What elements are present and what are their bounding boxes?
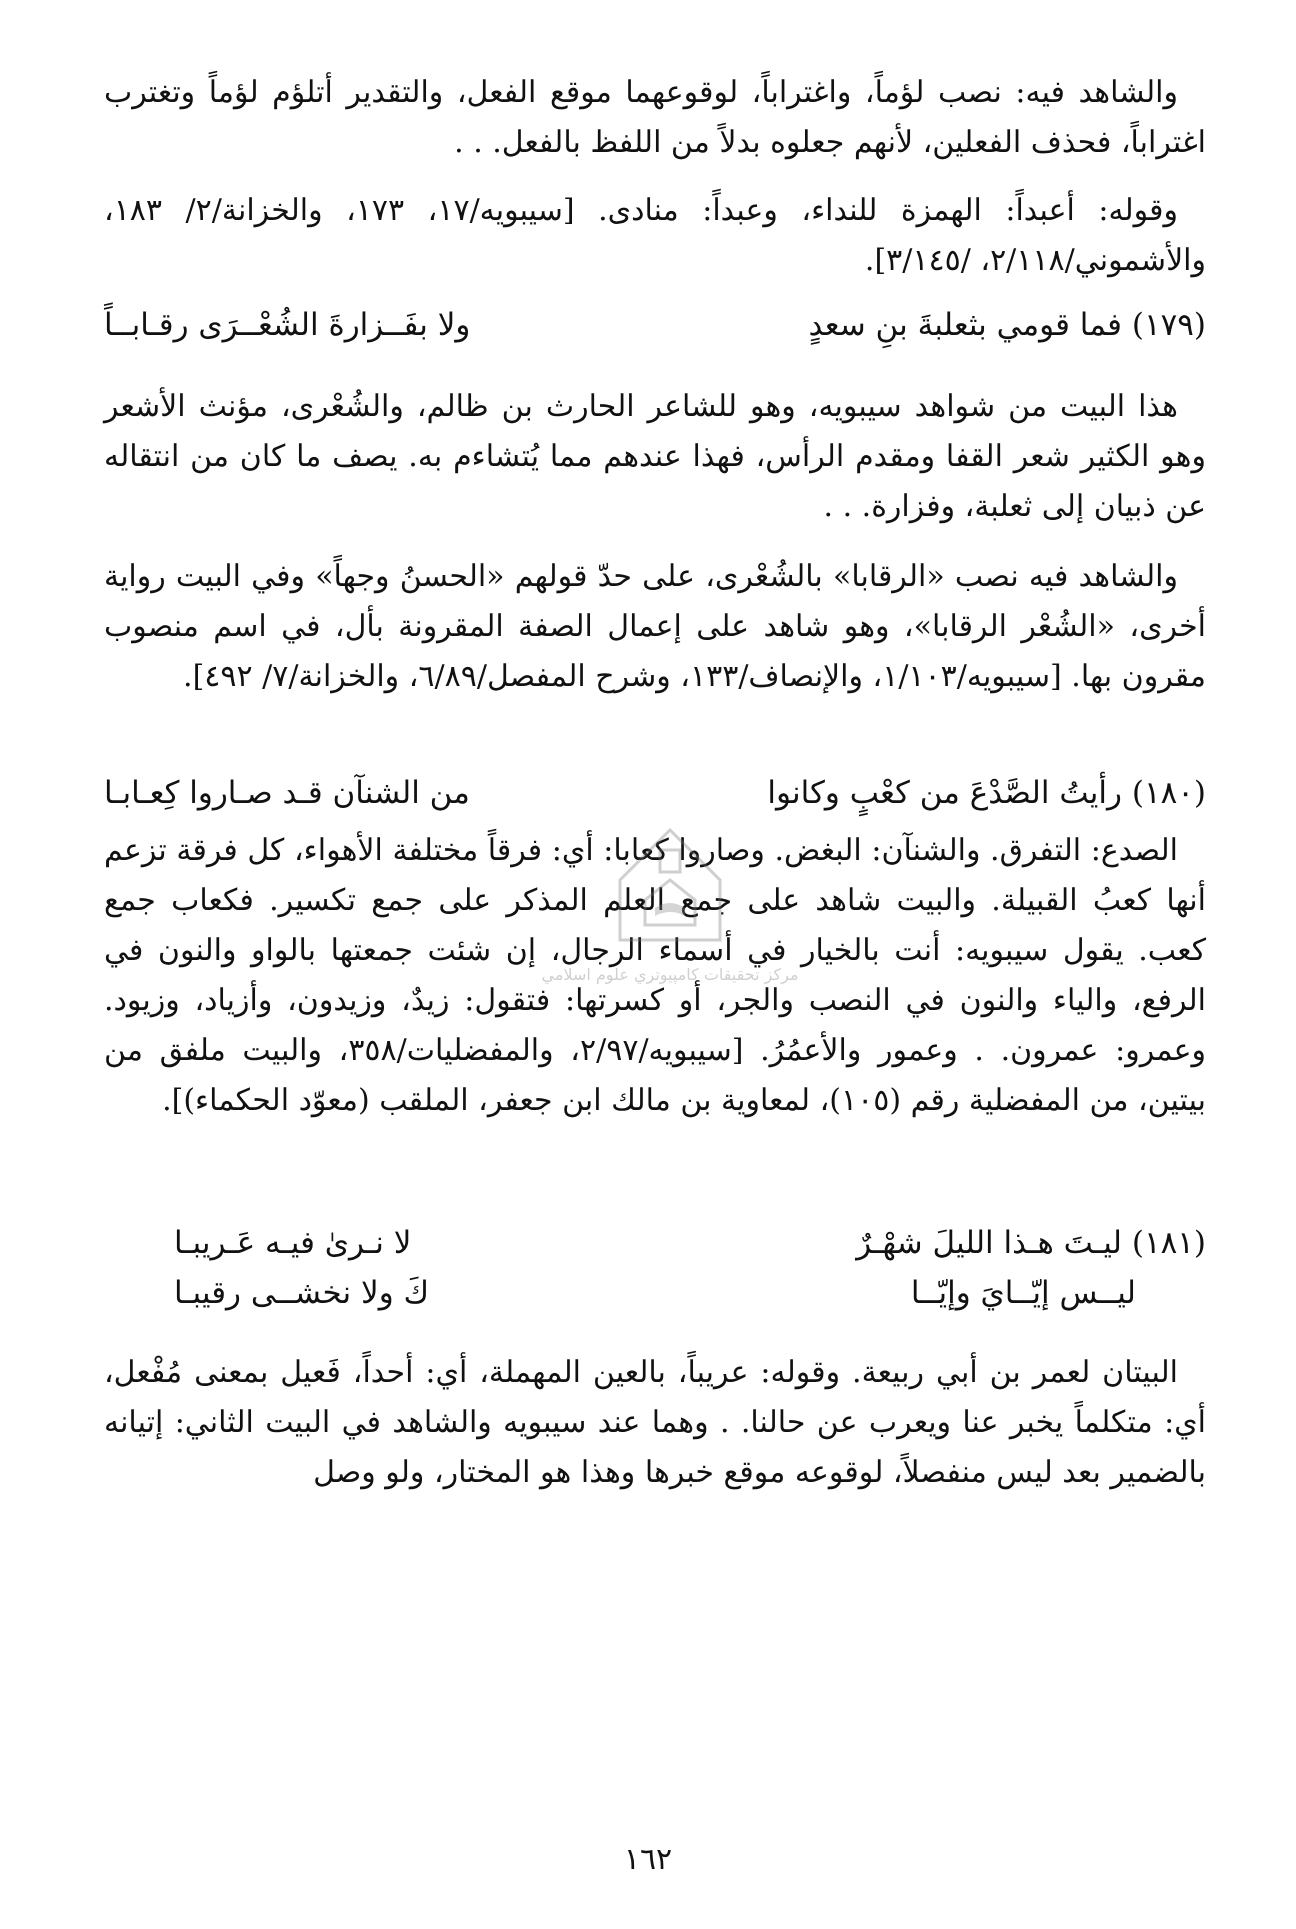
verse-181-line-2 [104,1268,1206,1318]
verse-179-first-hemistich: (١٧٩) فما قومي بثعلبةَ بنِ سعدٍ [808,307,1206,343]
verse-181-line-1-second-hemistich: لا نـرىٰ فيـه عَـريبـا [174,1225,412,1261]
verse-181-line-2-second-hemistich: كَ ولا نخشــى رقيبـا [174,1275,430,1311]
paragraph-verse-179-shahid: والشاهد فيه نصب «الرقابا» بالشُعْرى، على حدّ قولهم «الحسنُ وجهاً» وفي البيت رواية أخرى، «الشُعْر الرقابا»، وهو شاهد على إعمال الصفة المقرونة بأل، في اسم منصوب مقرون بها. [سيبويه/١/١٠٣، والإنصاف/١٣٣، وشرح المفصل/٦/٨٩، والخزانة/٧/ ٤٩٢]. [104,559,1206,694]
verse-179-second-hemistich: ولا بفَــزارةَ الشُعْــرَى رقـابــاً [104,307,471,343]
verse-181-line-2-first-hemistich: ليــس إيّــايَ وإيّــا [910,1275,1136,1311]
page-number: ١٦٢ [623,1842,673,1877]
paragraph-shahid-1: والشاهد فيه: نصب لؤماً، واغتراباً، لوقوعهما موقع الفعل، والتقدير أتلؤم لؤماً وتغترب اغتراباً، فحذف الفعلين، لأنهم جعلوه بدلاً من اللفظ بالفعل. . . [104,75,1206,160]
verse-180-second-hemistich: من الشنآن قـد صـاروا كِعـابـا [104,775,470,811]
verse-180-first-hemistich: (١٨٠) رأيتُ الصَّدْعَ من كعْبٍ وكانوا [767,775,1206,811]
verse-181-line-1-first-hemistich: (١٨١) ليـتَ هـذا الليلَ شهْـرٌ [856,1225,1206,1261]
watermark-logo [541,820,799,1000]
paragraph-qawluhu-abdan: وقوله: أعبداً: الهمزة للنداء، وعبداً: منادى. [سيبويه/١٧، ١٧٣، والخزانة/٢/ ١٨٣، والأشموني/٢/١١٨، /٣/١٤٥]. [104,193,1206,278]
paragraph-verse-179-commentary: هذا البيت من شواهد سيبويه، وهو للشاعر الحارث بن ظالم، والشُعْرى، مؤنث الأشعر وهو الكثير شعر القفا ومقدم الرأس، فهذا عندهم مما يُتشاءم به. يصف ما كان من انتقاله عن ذبيان إلى ثعلبة، وفزارة. . . [104,389,1206,524]
paragraph-verse-180-commentary: الصدع: التفرق. والشنآن: البغض. وصاروا كعابا: أي: فرقاً مختلفة الأهواء، كل فرقة تزعم أنها كعبُ القبيلة. والبيت شاهد على جمع العلم المذكر على جمع تكسير. فكعاب جمع كعب. يقول سيبويه: أنت بالخيار في أسماء الرجال، إن شئت جمعتها بالواو والنون في الرفع، والياء والنون في النصب والجر، أو كسرتها: فتقول: زيدٌ، وزيدون، وأزياد، وزيود. وعمرو: عمرون. . وعمور والأعمُرُ. [سيبويه/٢/٩٧، والمفضليات/٣٥٨، والبيت ملفق من بيتين، من المفضلية رقم (١٠٥)، لمعاوية بن مالك ابن جعفر، الملقب (معوّد الحكماء)]. [104,833,1206,1118]
verse-180 [104,768,1206,818]
watermark-text: مركز تحقيقات كامپيوتري علوم اسلامي [541,965,799,984]
verse-181-line-1 [104,1218,1206,1268]
paragraph-verse-181-commentary: البيتان لعمر بن أبي ربيعة. وقوله: عريباً، بالعين المهملة، أي: أحداً، فَعيل بمعنى مُفْعل، أي: متكلماً يخبر عنا ويعرب عن حالنا. . وهما عند سيبويه والشاهد في البيت الثاني: إتيانه بالضمير بعد ليس منفصلاً، لوقوعه موقع خبرها وهذا هو المختار، ولو وصل [104,1355,1206,1490]
verse-179 [104,300,1206,350]
